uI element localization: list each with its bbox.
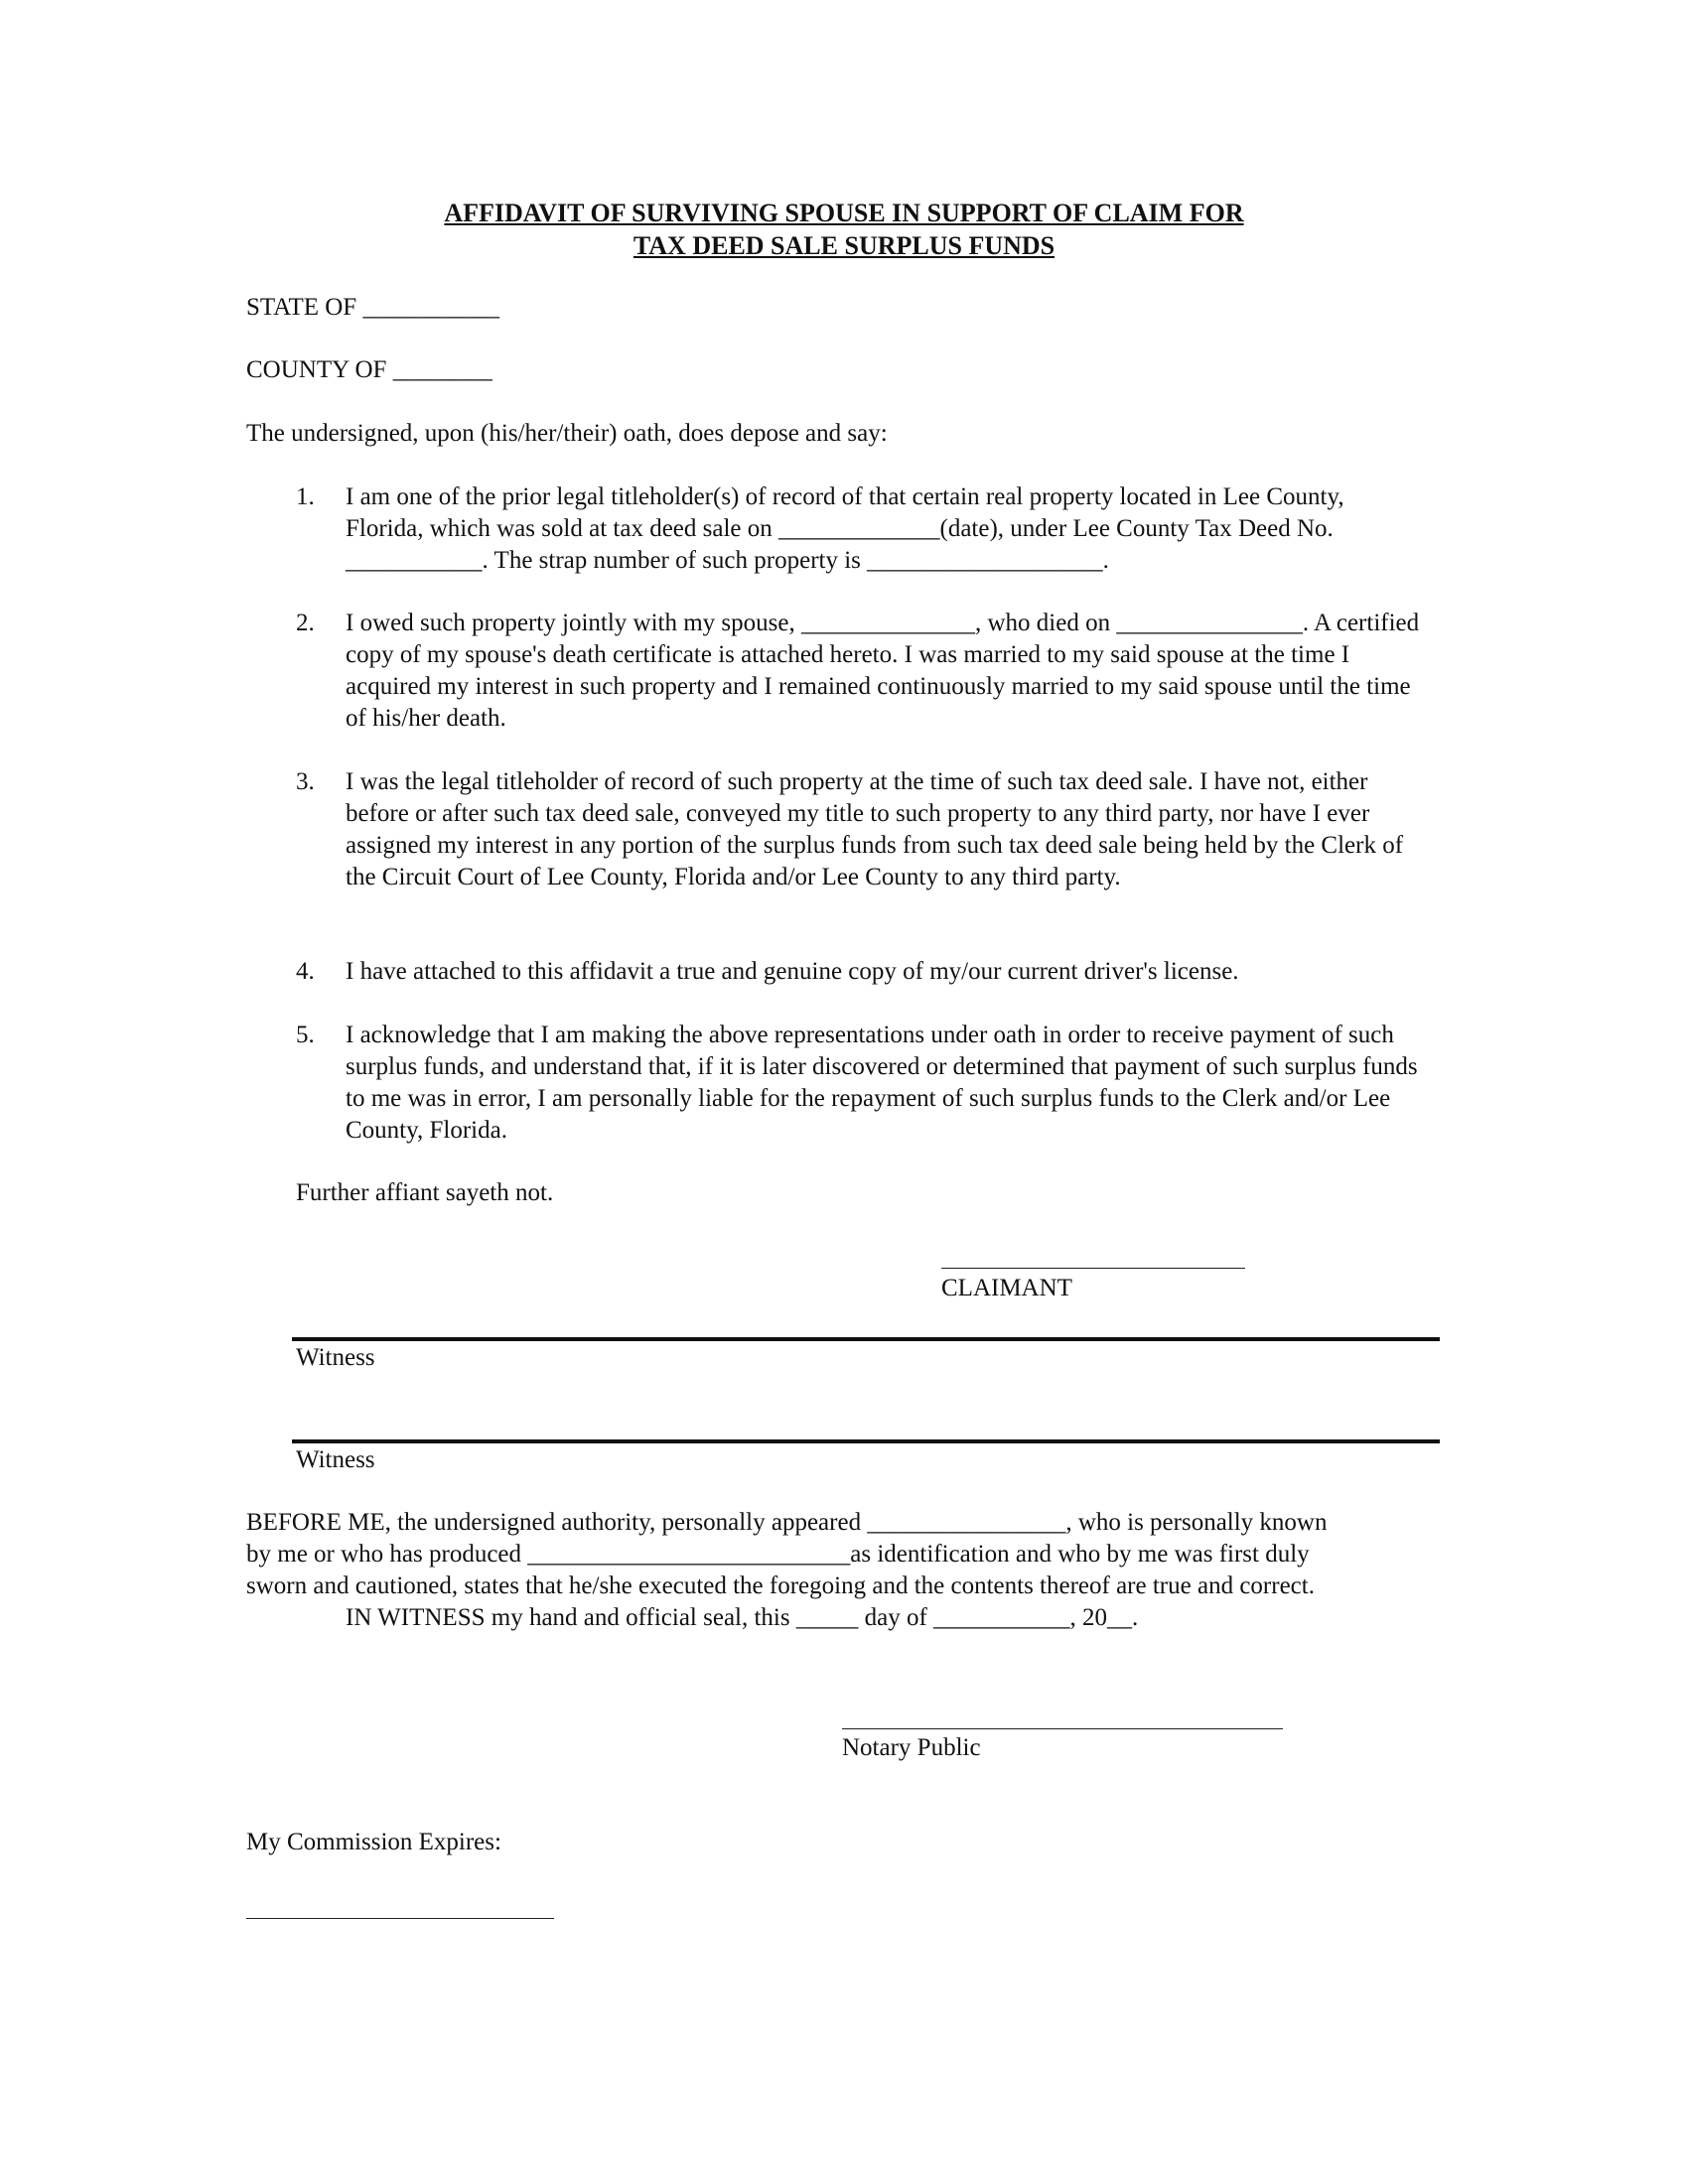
witness-2-label: Witness: [296, 1446, 375, 1473]
claimant-signature-line: [941, 1268, 1245, 1269]
commission-expires-line: [246, 1918, 554, 1919]
witness-1-label: Witness: [296, 1344, 375, 1371]
notary-public-label: Notary Public: [842, 1734, 981, 1761]
item-number: 5.: [296, 1022, 315, 1048]
item-number: 4.: [296, 958, 315, 985]
affidavit-item-3: I was the legal titleholder of record of such property at the time of such tax deed sale. I have not, either before or after such tax deed sale, conveyed my title to such property to any third party, nor have I ever assigned my interest in any portion of the surplus funds from such tax deed sale being held by the Clerk of the Circuit Court of Lee County, Florida and/or Lee County to any third party.: [346, 768, 1404, 890]
item-number: 3.: [296, 768, 315, 795]
affidavit-item-5: I acknowledge that I am making the above representations under oath in order to receive payment of such surplus funds, and understand that, if it is later discovered or determined that payment of such surplus funds to me was in error, I am personally liable for the repayment of such surplus funds to the Clerk and/or Lee County, Florida.: [346, 1022, 1418, 1144]
affidavit-item-4: I have attached to this affidavit a true and genuine copy of my/our current driver's license.: [346, 958, 1239, 985]
witness-1-signature-line: [292, 1337, 1440, 1341]
notary-jurat-line-3: sworn and cautioned, states that he/she executed the foregoing and the contents thereof are true and correct.: [246, 1572, 1315, 1599]
claimant-label: CLAIMANT: [941, 1275, 1072, 1301]
commission-expires-label: My Commission Expires:: [246, 1829, 501, 1855]
witness-2-signature-line: [292, 1439, 1440, 1443]
notary-jurat-line-4: IN WITNESS my hand and official seal, this _____ day of ___________, 20__.: [346, 1604, 1139, 1631]
item-number: 1.: [296, 483, 315, 510]
affidavit-item-2: I owed such property jointly with my spouse, ______________, who died on _______________. A certified copy of my spouse's death certificate is attached hereto. I was married to my said spouse at the time I acquired my interest in such property and I remained continuously married to my said spouse until the time of his/her death.: [346, 610, 1420, 732]
notary-jurat-line-1: BEFORE ME, the undersigned authority, personally appeared ________________, who is personally known: [246, 1509, 1328, 1536]
document-title-line-2: TAX DEED SALE SURPLUS FUNDS: [633, 231, 1055, 260]
notary-signature-line: [842, 1728, 1283, 1729]
document-title-line-1: AFFIDAVIT OF SURVIVING SPOUSE IN SUPPORT OF CLAIM FOR: [444, 199, 1244, 227]
state-field: STATE OF ___________: [246, 294, 499, 321]
affidavit-item-1: I am one of the prior legal titleholder(s) of record of that certain real property located in Lee County, Florida, which was sold at tax deed sale on _____________(date), under Lee County Tax Deed No. ___________. The strap number of such property is ___________________.: [346, 483, 1344, 574]
further-affiant-statement: Further affiant sayeth not.: [296, 1179, 554, 1206]
county-field: COUNTY OF ________: [246, 356, 492, 383]
intro-statement: The undersigned, upon (his/her/their) oath, does depose and say:: [246, 420, 888, 447]
notary-jurat-line-2: by me or who has produced __________________________as identification and who by me was first duly: [246, 1541, 1310, 1568]
item-number: 2.: [296, 610, 315, 636]
